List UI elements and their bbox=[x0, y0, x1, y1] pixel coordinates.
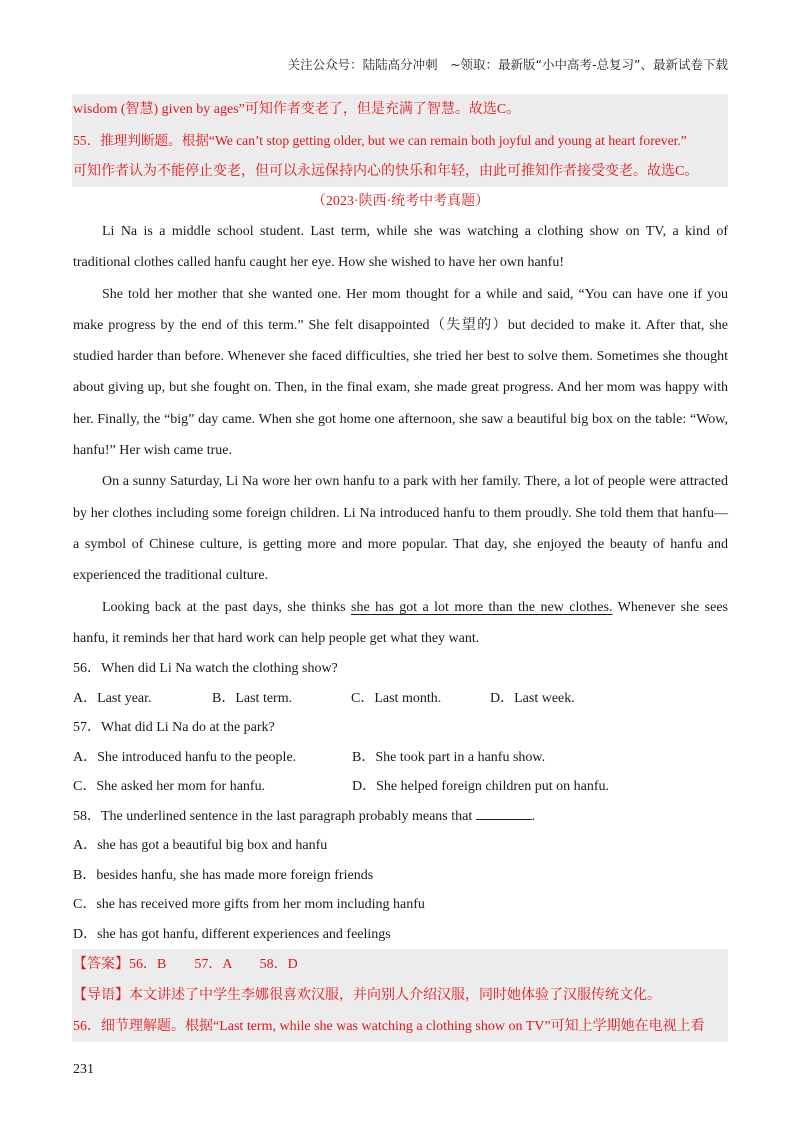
underlined-sentence: she has got a lot more than the new clothes. bbox=[351, 599, 613, 615]
options-row bbox=[73, 772, 728, 802]
option-a: A．she has got a beautiful big box and hanfu bbox=[73, 838, 328, 854]
option-b: B．She took part in a hanfu show. bbox=[352, 749, 546, 765]
guide-line bbox=[73, 980, 728, 1011]
question-stem: 56．When did Li Na watch the clothing show? bbox=[73, 661, 338, 677]
option-c: C．she has received more gifts from her mom including hanfu bbox=[73, 897, 425, 913]
q56-analysis-line: 56．细节理解题。根据“Last term, while she was watching a clothing show on TV”可知上学期她在电视上看 bbox=[73, 1019, 705, 1035]
answer-label: 【答案】 bbox=[73, 957, 129, 973]
source-label: （2023·陕西·统考中考真题） bbox=[311, 194, 490, 209]
options-row bbox=[73, 684, 728, 714]
option-d: D．She helped foreign children put on hanfu. bbox=[352, 779, 609, 795]
passage-paragraph-2: She told her mother that she wanted one. Her mom thought for a while and said, “You can have one if you make progress by the end of this term.” She felt disappointed（失望的）but decided to make it. After that, she studied harder than before. Whenever she faced difficulties, she tried her best to solve them. Sometimes she thought about giving up, but she fought on. Then, in the final exam, she made great progress. And her mom was happy with her. Finally, the “big” day came. When she got home one afternoon, she saw a beautiful big box on the table: “Wow, hanfu!” Her wish came true. bbox=[73, 286, 728, 459]
question-stem-end: . bbox=[531, 808, 536, 824]
paragraph-4-before: Looking back at the past days, she thinks bbox=[102, 599, 352, 615]
option-b: B．besides hanfu, she has made more foreign friends bbox=[73, 867, 374, 883]
answer-text: 56．B 57．A 58．D bbox=[129, 957, 298, 973]
guide-text: 本文讲述了中学生李娜很喜欢汉服，并向别人介绍汉服，同时她体验了汉服传统文化。 bbox=[129, 988, 661, 1004]
guide-label: 【导语】 bbox=[73, 988, 129, 1004]
answer-block bbox=[72, 949, 728, 1042]
passage-paragraph-1: Li Na is a middle school student. Last term, while she was watching a clothing show on TV, a kind of traditional clothes called hanfu caught her eye. How she wished to have her own hanfu! bbox=[73, 224, 728, 271]
question-57 bbox=[73, 713, 728, 802]
page-header: 关注公众号：陆陆高分冲刺 ~领取：最新版“小中高考-总复习”、最新试卷下载 bbox=[287, 57, 728, 72]
option-a: A．She introduced hanfu to the people. bbox=[73, 749, 297, 765]
option-b: B．Last term. bbox=[212, 690, 293, 706]
question-stem-text: 58．The underlined sentence in the last paragraph probably means that bbox=[73, 808, 476, 824]
option-c: C．Last month. bbox=[351, 690, 442, 706]
previous-explanation-line: wisdom (智慧) given by ages”可知作者变老了，但是充满了智慧。故选C。 bbox=[73, 102, 521, 117]
option-a: A．Last year. bbox=[73, 690, 152, 706]
question-stem: 57．What did Li Na do at the park? bbox=[73, 720, 275, 736]
answer-line bbox=[73, 949, 728, 980]
option-c: C．She asked her mom for hanfu. bbox=[73, 779, 266, 795]
paragraph-4-after: Whenever she sees hanfu, it reminds her that hard work can help people get what they want. bbox=[73, 599, 728, 646]
option-d: D．she has got hanfu, different experiences and feelings bbox=[73, 926, 391, 942]
option-d: D．Last week. bbox=[490, 690, 575, 706]
answer-blank bbox=[476, 807, 532, 820]
page-content bbox=[73, 94, 728, 1042]
question-58 bbox=[73, 802, 728, 950]
question-56 bbox=[73, 654, 728, 713]
reading-passage bbox=[73, 216, 728, 654]
question-stem bbox=[73, 802, 728, 832]
previous-explanation-block bbox=[72, 94, 728, 187]
q55-explanation-line2: 可知作者认为不能停止变老，但可以永远保持内心的快乐和年轻，由此可推知作者接受变老。故选C。 bbox=[73, 164, 699, 179]
options-row bbox=[73, 743, 728, 773]
passage-paragraph-4 bbox=[73, 592, 728, 655]
q55-explanation-line1: 55．推理判断题。根据“We can’t stop getting older, but we can remain both joyful and young at heart forever.” bbox=[73, 133, 687, 148]
page-number: 231 bbox=[73, 1062, 94, 1077]
passage-paragraph-3: On a sunny Saturday, Li Na wore her own hanfu to a park with her family. There, a lot of people were attracted by her clothes including some foreign children. Li Na introduced hanfu to them proudly. She told them that hanfu—a symbol of Chinese culture, is getting more and more popular. That day, she enjoyed the beauty of hanfu and experienced the traditional culture. bbox=[73, 474, 728, 584]
